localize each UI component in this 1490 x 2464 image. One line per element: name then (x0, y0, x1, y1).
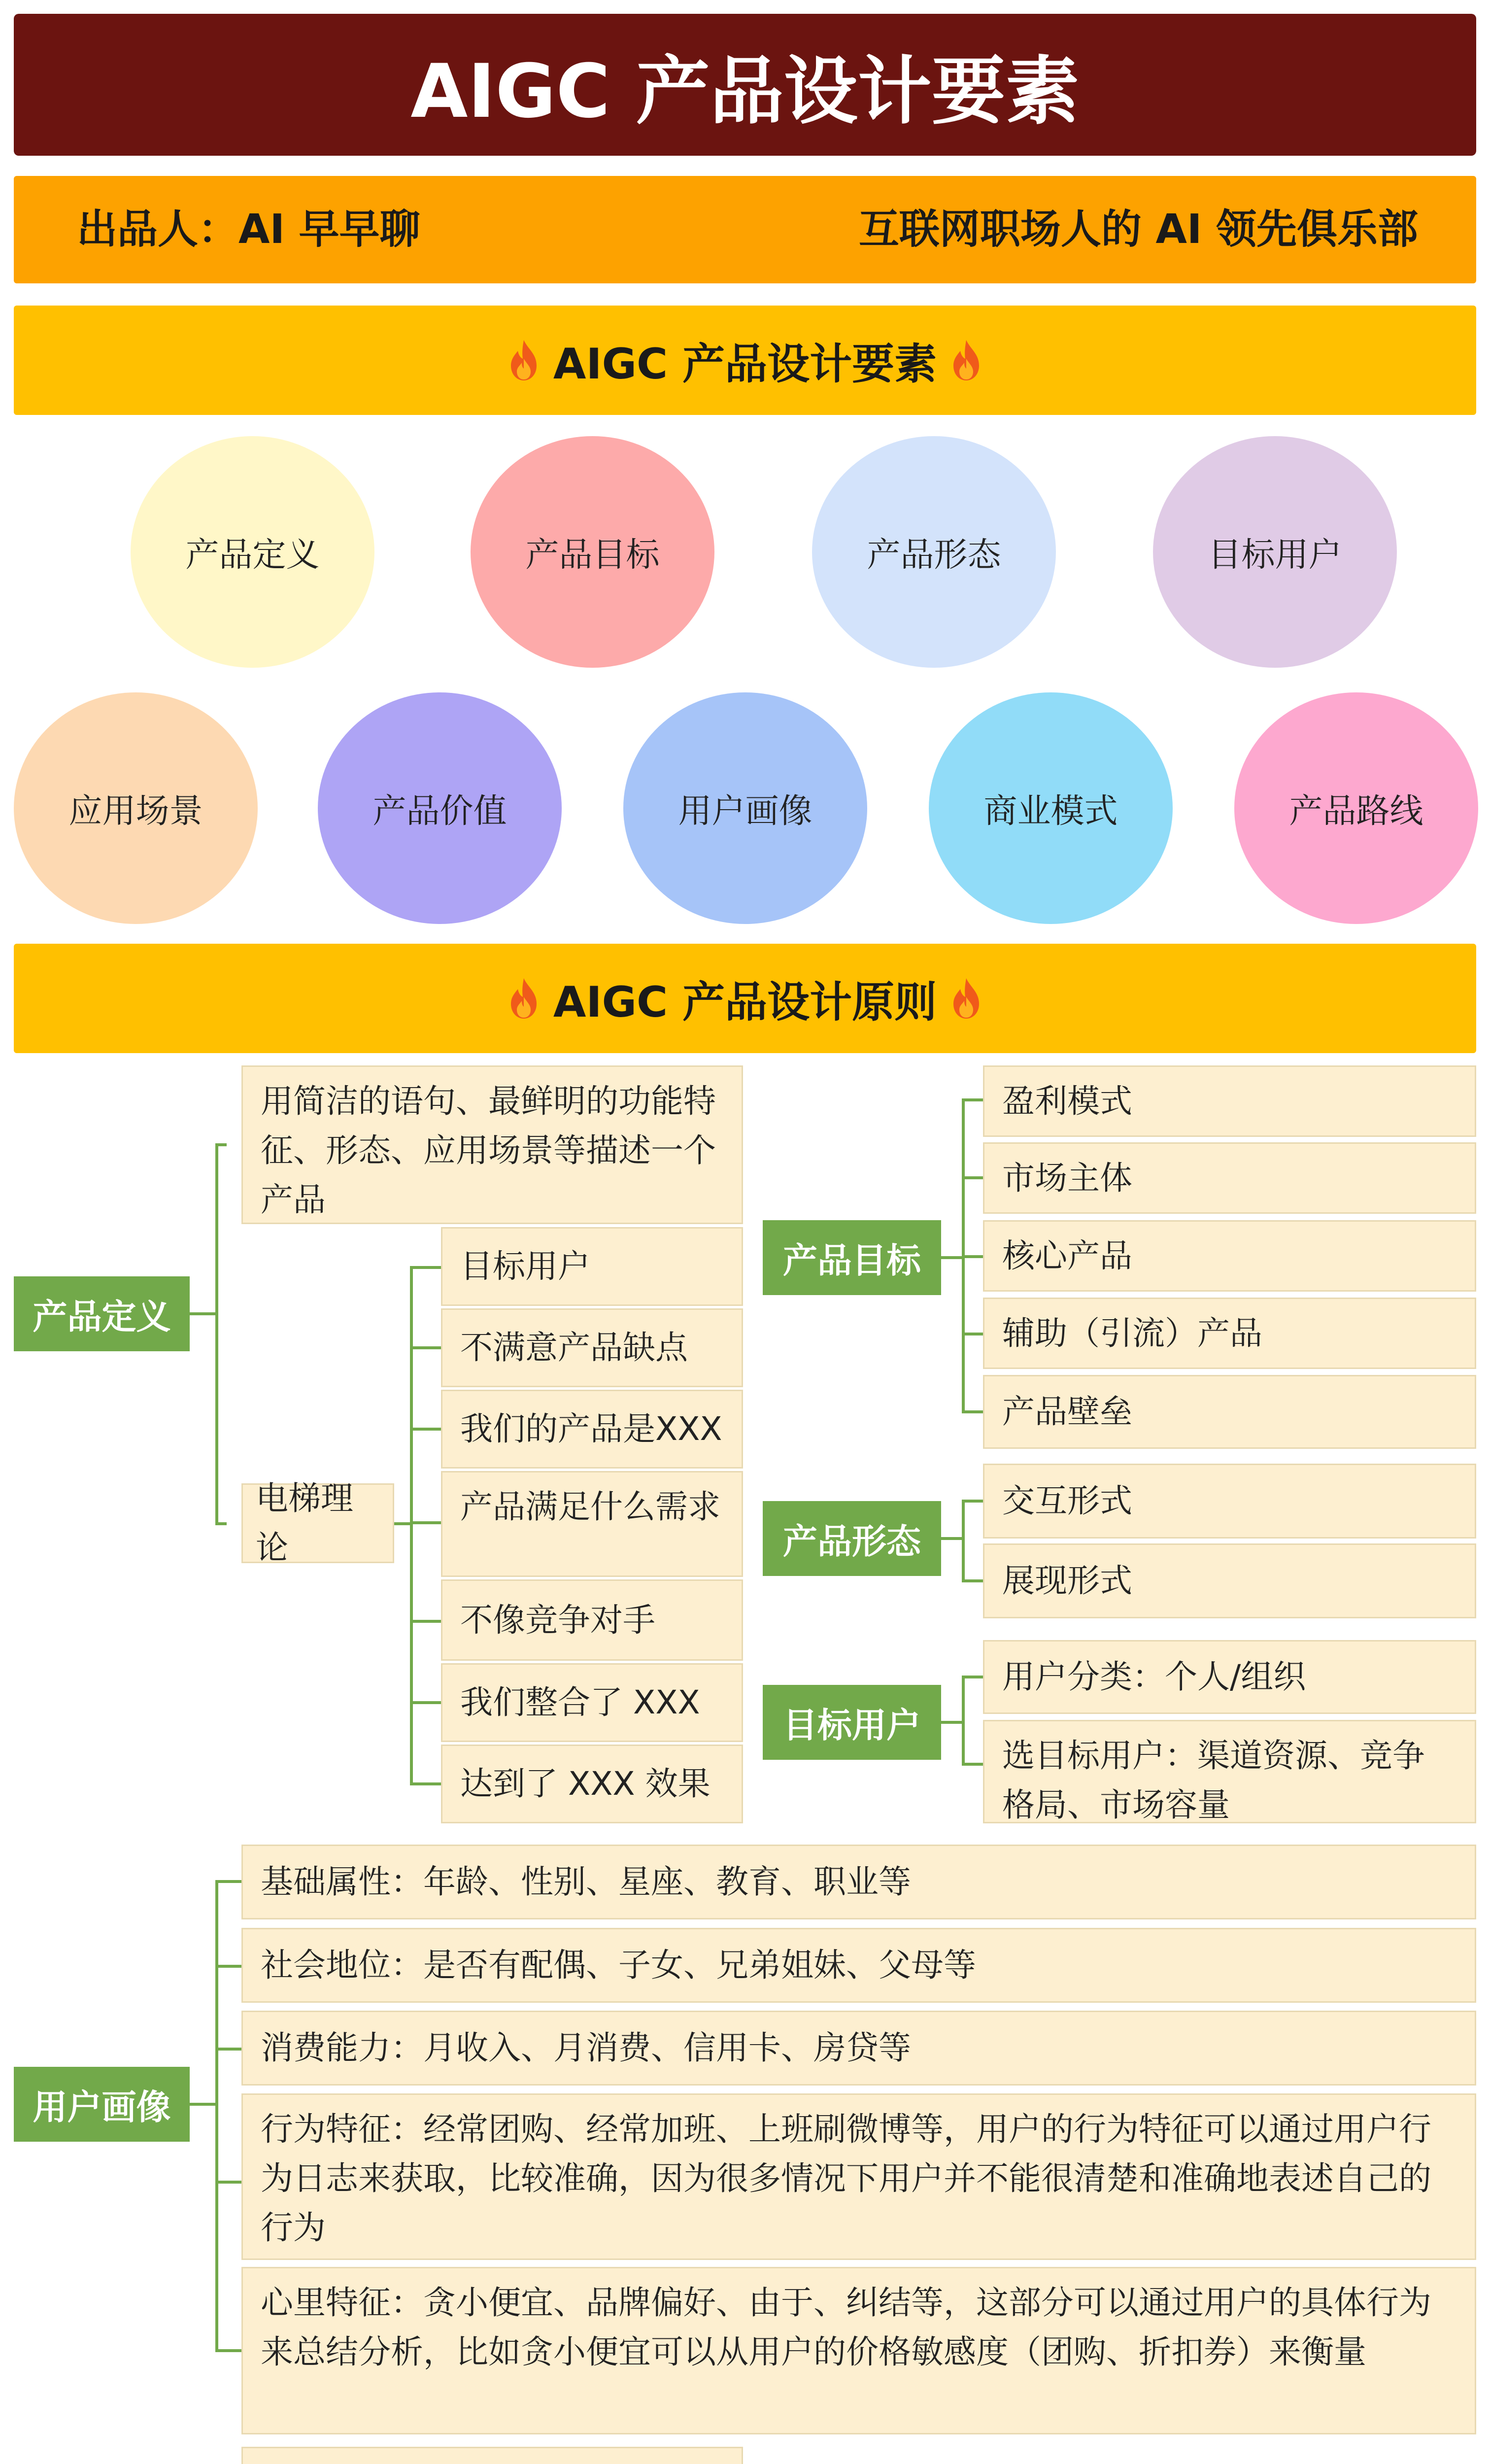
element-label: 应用场景 (68, 791, 203, 831)
leaf-persona-item: 基础属性：年龄、性别、星座、教育、职业等 (241, 1845, 1476, 1919)
leaf-form-item: 交互形式 (983, 1464, 1476, 1539)
leaf-form-item: 展现形式 (983, 1543, 1476, 1618)
section-elements-title: AIGC 产品设计要素 (553, 340, 937, 389)
leaf-scenario-item (241, 2447, 743, 2464)
leaf-elevator-item: 产品满足什么需求 (441, 1471, 743, 1577)
leaf-persona-item: 行为特征：经常团购、经常加班、上班刷微博等，用户的行为特征可以通过用户行为日志来获取，比较准确，因为很多情况下用户并不能很清楚和准确地表述自己的行为 (241, 2093, 1476, 2260)
author-label: 出品人：AI 早早聊 (77, 206, 420, 253)
element-label: 产品定义 (185, 535, 320, 575)
element-label: 产品价值 (372, 791, 507, 831)
leaf-elevator-item: 我们的产品是XXX (441, 1390, 743, 1469)
leaf-target-item: 用户分类：个人/组织 (983, 1640, 1476, 1714)
node-elevator-theory: 电梯理论 (241, 1483, 394, 1563)
leaf-persona-item: 消费能力：月收入、月消费、信用卡、房贷等 (241, 2011, 1476, 2086)
leaf-persona-item: 社会地位：是否有配偶、子女、兄弟姐妹、父母等 (241, 1928, 1476, 2003)
element-label: 用户画像 (678, 791, 813, 831)
leaf-goal-item: 辅助（引流）产品 (983, 1298, 1476, 1369)
page-title: AIGC 产品设计要素 (14, 14, 1476, 156)
leaf-definition-desc: 用简洁的语句、最鲜明的功能特征、形态、应用场景等描述一个产品 (241, 1065, 743, 1224)
leaf-elevator-item: 我们整合了 XXX (441, 1663, 743, 1742)
element-label: 产品形态 (867, 535, 1001, 575)
node-target-user: 目标用户 (763, 1685, 941, 1760)
leaf-goal-item: 盈利模式 (983, 1065, 1476, 1137)
element-label: 商业模式 (983, 791, 1118, 831)
leaf-elevator-item: 目标用户 (441, 1227, 743, 1306)
leaf-goal-item: 市场主体 (983, 1142, 1476, 1214)
node-product-goal: 产品目标 (763, 1220, 941, 1295)
leaf-elevator-item: 达到了 XXX 效果 (441, 1745, 743, 1823)
leaf-goal-item: 产品壁垒 (983, 1375, 1476, 1449)
element-label: 目标用户 (1208, 535, 1342, 575)
section-principles-title: AIGC 产品设计原则 (553, 978, 937, 1027)
leaf-target-item: 选目标用户：渠道资源、竞争格局、市场容量 (983, 1720, 1476, 1823)
leaf-elevator-item: 不像竞争对手 (441, 1579, 743, 1661)
leaf-elevator-item: 不满意产品缺点 (441, 1308, 743, 1387)
element-label: 产品路线 (1289, 791, 1423, 831)
node-product-definition: 产品定义 (14, 1276, 190, 1351)
node-user-persona: 用户画像 (14, 2067, 190, 2142)
node-product-form: 产品形态 (763, 1501, 941, 1576)
leaf-persona-item: 心里特征：贪小便宜、品牌偏好、由于、纠结等，这部分可以通过用户的具体行为来总结分析，比如贪小便宜可以从用户的价格敏感度（团购、折扣券）来衡量 (241, 2267, 1476, 2434)
element-label: 产品目标 (525, 535, 660, 575)
leaf-goal-item: 核心产品 (983, 1220, 1476, 1292)
club-slogan: 互联网职场人的 AI 领先俱乐部 (858, 206, 1418, 253)
